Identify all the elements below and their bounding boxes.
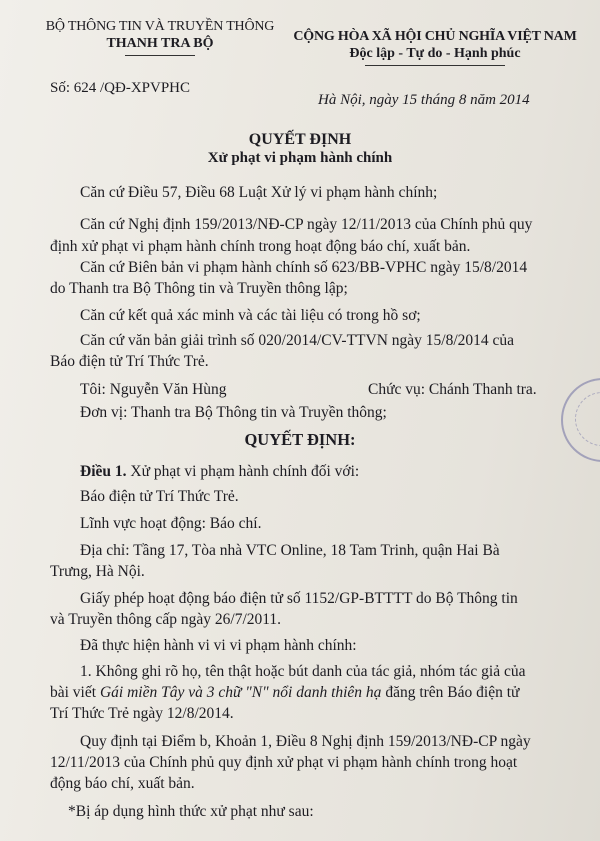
basis-2-line-1: Căn cứ Nghị định 159/2013/NĐ-CP ngày 12/11/2013 của Chính phủ quy — [80, 216, 533, 233]
violation-intro: Đã thực hiện hành vi vi vi phạm hành chính: — [80, 637, 357, 654]
document-date: Hà Nội, ngày 15 tháng 8 năm 2014 — [318, 92, 530, 108]
violation-1-line-1: 1. Không ghi rõ họ, tên thật hoặc bút danh của tác giả, nhóm tác giả của — [80, 663, 526, 680]
license-line-1: Giấy phép hoạt động báo điện tử số 1152/GP-BTTTT do Bộ Thông tin — [80, 590, 518, 607]
violation-1-line-3: Trí Thức Trẻ ngày 12/8/2014. — [50, 705, 234, 722]
national-motto: Độc lập - Tự do - Hạnh phúc — [349, 46, 521, 61]
document-number: Số: 624 /QĐ-XPVPHC — [50, 80, 191, 96]
department-name: THANH TRA BỘ — [106, 36, 214, 51]
basis-3-line-1: Căn cứ Biên bản vi phạm hành chính số 623/BB-VPHC ngày 15/8/2014 — [80, 259, 528, 276]
violation-1-line-2 — [50, 684, 519, 702]
violator-entity: Báo điện tử Trí Thức Trẻ. — [80, 488, 239, 505]
violation-1-prefix: bài viết — [50, 684, 100, 701]
article-1-heading — [80, 463, 359, 481]
national-heading-block — [285, 28, 585, 66]
issuing-agency-block — [40, 18, 280, 56]
ministry-name: BỘ THÔNG TIN VÀ TRUYỀN THÔNG — [45, 19, 275, 34]
basis-2-line-2: định xử phạt vi phạm hành chính trong hoạt động báo chí, xuất bản. — [50, 238, 471, 255]
basis-4: Căn cứ kết quả xác minh và các tài liệu có trong hồ sơ; — [80, 307, 421, 324]
penalty-intro: *Bị áp dụng hình thức xử phạt như sau: — [68, 803, 314, 820]
basis-5-line-2: Báo điện tử Trí Thức Trẻ. — [50, 353, 209, 370]
header-left-divider — [125, 55, 195, 56]
rule-line-3: động báo chí, xuất bản. — [50, 775, 195, 792]
article-1-text: Xử phạt vi phạm hành chính đối với: — [130, 463, 360, 480]
issuer-position: Chức vụ: Chánh Thanh tra. — [368, 381, 537, 398]
decision-title: QUYẾT ĐỊNH — [248, 131, 352, 148]
rule-line-2: 12/11/2013 của Chính phủ quy định xử phạt vi phạm hành chính trong hoạt — [50, 754, 518, 771]
issuer-unit: Đơn vị: Thanh tra Bộ Thông tin và Truyền thông; — [80, 404, 387, 421]
decision-heading: QUYẾT ĐỊNH: — [244, 430, 356, 449]
article-title: Gái miền Tây và 3 chữ "N" nổi danh thiên hạ — [99, 684, 382, 701]
basis-3-line-2: do Thanh tra Bộ Thông tin và Truyền thông lập; — [50, 280, 348, 297]
license-line-2: và Truyền thông cấp ngày 26/7/2011. — [50, 611, 282, 628]
issuer-name: Tôi: Nguyễn Văn Hùng — [80, 381, 227, 398]
article-1-label: Điều 1. — [80, 463, 127, 480]
decision-subject: Xử phạt vi phạm hành chính — [207, 150, 393, 166]
nation-name: CỘNG HÒA XÃ HỘI CHỦ NGHĨA VIỆT NAM — [293, 29, 577, 44]
address-line-2: Trưng, Hà Nội. — [50, 563, 145, 580]
basis-1: Căn cứ Điều 57, Điều 68 Luật Xử lý vi phạm hành chính; — [80, 184, 438, 201]
header-right-divider — [365, 65, 505, 66]
basis-5-line-1: Căn cứ văn bản giải trình số 020/2014/CV-TTVN ngày 15/8/2014 của — [80, 332, 515, 349]
rule-line-1: Quy định tại Điểm b, Khoản 1, Điều 8 Nghị định 159/2013/NĐ-CP ngày — [80, 733, 531, 750]
violation-1-suffix: đăng trên Báo điện tử — [381, 684, 520, 701]
address-line-1: Địa chỉ: Tầng 17, Tòa nhà VTC Online, 18 Tam Trinh, quận Hai Bà — [80, 542, 500, 559]
field-of-activity: Lĩnh vực hoạt động: Báo chí. — [80, 515, 262, 532]
